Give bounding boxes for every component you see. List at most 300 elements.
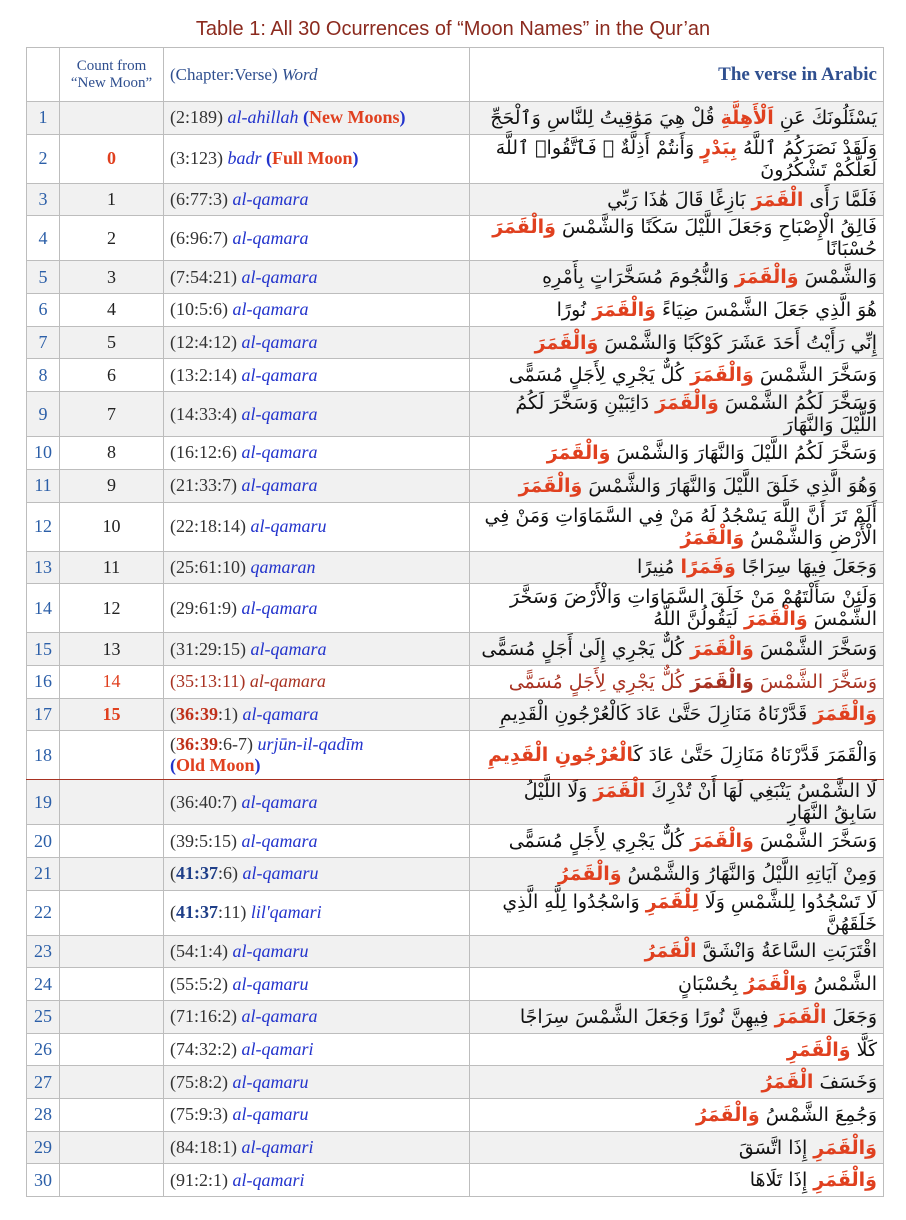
moon-word-highlight: وَقَمَرًا [680,556,736,579]
table-row [27,1001,884,1034]
verse-text: وَاسْجُدُوا لِلَّهِ الَّذِي خَلَقَهُنَّ [502,890,877,935]
verse-text: بَازِغًا قَالَ هَٰذَا رَبِّي [607,188,752,211]
moon-word-highlight: وَالْقَمَرِ [813,1136,877,1159]
table-row [27,183,884,216]
row-reference [164,731,470,780]
verse-text: وَسَخَّرَ لَكُمُ الشَّمْسَ [718,392,877,415]
row-count: 7 [60,392,164,437]
row-count: 12 [60,584,164,633]
row-count [60,1164,164,1197]
verse-text: دَائِبَيْنِ وَسَخَّرَ لَكُمُ اللَّيْلَ وَالنَّهَارَ [515,392,877,437]
verse-text: وَمِنْ آيَاتِهِ اللَّيْلُ وَالنَّهَارُ وَالشَّمْسُ [621,862,877,885]
header-number [27,48,60,102]
row-number: 30 [27,1164,60,1197]
row-reference [164,326,470,359]
ref-chapter-verse: (25:61:10) [170,556,246,577]
row-count: 8 [60,437,164,470]
arabic-verse [470,392,884,437]
row-count: 15 [60,698,164,731]
row-count: 4 [60,294,164,327]
row-number: 17 [27,698,60,731]
transliterated-word: al-qamaru [232,1071,309,1092]
row-number: 23 [27,935,60,968]
transliterated-word: al-qamaru [232,1104,309,1125]
moon-word-highlight: وَالْقَمَرَ [690,364,754,387]
transliterated-word: al-qamara [241,830,318,851]
arabic-verse [470,1066,884,1099]
moon-gloss: Full Moon [272,148,353,169]
row-count [60,825,164,858]
row-number: 3 [27,183,60,216]
verse-text: وَجَعَلَ [826,1005,877,1028]
row-number: 16 [27,665,60,698]
row-number: 6 [27,294,60,327]
moon-gloss: Old Moon [176,755,255,776]
table-row [27,502,884,551]
transliterated-word: al-qamari [232,1169,305,1190]
ref-open: ( [170,703,176,724]
moon-word-highlight: بِبَدْرٍ [700,136,737,159]
verse-text: حُسْبَانًا [825,238,877,261]
row-reference [164,261,470,294]
transliterated-word: al-qamara [242,703,319,724]
moon-word-highlight: اَلْأَهِلَّةِ [720,106,774,129]
row-number: 21 [27,857,60,890]
ref-chapter-verse: (54:1:4) [170,940,228,961]
row-reference [164,294,470,327]
transliterated-word: al-qamara [241,332,318,353]
verse-text: وَالنُّجُومَ مُسَخَّرَاتٍ بِأَمْرِهِ [542,266,735,289]
row-number: 19 [27,780,60,825]
moon-word-highlight: وَالْقَمَرُ [744,973,808,996]
ref-chapter-verse: (39:5:15) [170,830,237,851]
table-row [27,665,884,698]
moon-word-highlight: وَالْقَمَرَ [655,392,719,415]
arabic-verse [470,968,884,1001]
moon-word-highlight: وَالْقَمَرَ [813,703,877,726]
transliterated-word: al-ahillah [227,107,299,128]
row-count [60,968,164,1001]
row-count: 14 [60,665,164,698]
verse-text: قَدَّرْنَاهُ مَنَازِلَ حَتَّىٰ عَادَ كَالْعُرْجُونِ الْقَدِيمِ [499,703,814,726]
transliterated-word: al-qamaru [242,863,319,884]
moon-word-highlight: وَالْقَمَرُ [557,862,622,885]
arabic-verse [470,890,884,935]
verse-text: فَلَمَّا رَأَى [803,188,877,211]
header-count-line1: Count from [76,57,147,74]
moon-word-highlight: لِلْقَمَرِ [645,890,699,913]
moon-word-highlight: وَالْقَمَرُ [695,1103,760,1126]
table-row [27,437,884,470]
moon-word-highlight: وَالْقَمَرَ [744,608,808,631]
row-count: 6 [60,359,164,392]
header-ref-label: (Chapter:Verse) [170,64,278,84]
verse-text: كُلٌّ يَجْرِي إِلَىٰ أَجَلٍ مُسَمًّى [481,638,691,661]
verse-text: وَلَقَدْ نَصَرَكُمُ ٱللَّهُ [736,136,877,159]
ref-rest: :6) [218,863,238,884]
row-number: 13 [27,551,60,584]
ref-chapter-verse: (36:40:7) [170,791,237,812]
verse-text: كُلٌّ يَجْرِي لِأَجَلٍ مُسَمًّى [508,830,691,853]
arabic-verse [470,665,884,698]
row-count [60,1033,164,1066]
row-reference [164,551,470,584]
verse-text: لَا الشَّمْسُ يَنْبَغِي لَهَا أَنْ تُدْرِكَ [645,780,877,803]
moon-word-highlight: الْقَمَرُ [644,940,697,963]
row-reference [164,698,470,731]
row-reference [164,1131,470,1164]
row-reference [164,437,470,470]
header-word-label: Word [281,64,318,84]
ref-chapter-verse: (75:8:2) [170,1071,228,1092]
row-reference [164,392,470,437]
transliterated-word: urjūn-il-qadīm [257,734,364,755]
ref-chapter-verse: (10:5:6) [170,299,228,320]
table-row [27,584,884,633]
arabic-verse [470,935,884,968]
arabic-verse [470,469,884,502]
table-row [27,326,884,359]
table-row [27,261,884,294]
moon-word-highlight: وَالْقَمَرُ [680,526,745,549]
table-row [27,1131,884,1164]
verse-text: قُلْ هِيَ مَوَٰقِيتُ لِلنَّاسِ وَٱلْحَجِّ [490,106,721,129]
transliterated-word: al-qamari [241,1039,314,1060]
ref-chapter-verse: (91:2:1) [170,1169,228,1190]
table-row [27,294,884,327]
moon-word-highlight: وَالْقَمَرَ [690,670,754,693]
row-count [60,1066,164,1099]
arabic-verse [470,1099,884,1132]
row-count: 10 [60,502,164,551]
verse-text: وَلَا اللَّيْلُ سَابِقُ النَّهَارِ [523,780,877,825]
table-caption: Table 1: All 30 Ocurrences of “Moon Names” in the Qur’an [195,18,711,40]
transliterated-word: lil'qamari [250,902,322,923]
verse-text: لَا تَسْجُدُوا لِلشَّمْسِ وَلَا [698,890,877,913]
arabic-verse [470,1131,884,1164]
ref-chapter-verse: (7:54:21) [170,266,237,287]
row-number: 22 [27,890,60,935]
arabic-verse [470,183,884,216]
row-reference [164,857,470,890]
row-number: 12 [27,502,60,551]
transliterated-word: al-qamara [241,1006,318,1027]
verse-text: إِذَا تَلَاهَا [749,1169,814,1192]
transliterated-word: al-qamara [241,475,318,496]
row-reference [164,935,470,968]
row-number: 2 [27,134,60,183]
ref-chapter-verse: (16:12:6) [170,442,237,463]
ref-chapter-verse: (75:9:3) [170,1104,228,1125]
moon-word-highlight: الْقَمَرُ [761,1071,814,1094]
ref-chapter-verse: (3:123) [170,148,223,169]
ref-chapter-verse: (29:61:9) [170,597,237,618]
header-count [60,48,164,102]
ref-chapter-verse: (2:189) [170,107,223,128]
row-reference [164,102,470,135]
moon-word-highlight: وَالْقَمَرَ [592,298,656,321]
transliterated-word: al-qamaru [232,973,309,994]
verse-text: وَسَخَّرَ الشَّمْسَ [753,638,877,661]
gloss-close: ) [399,107,406,128]
row-count: 13 [60,633,164,666]
header-verse: The verse in Arabic [470,48,884,102]
ref-chapter-verse: (6:77:3) [170,189,228,210]
moon-gloss: New Moons [309,107,400,128]
moon-word-highlight: وَالْقَمَرَ [546,441,611,464]
verse-text: وَلَئِنْ سَأَلْتَهُمْ مَنْ خَلَقَ السَّمَاوَاتِ وَالْأَرْضَ وَسَخَّرَ الشَّمْسَ [510,586,877,631]
row-reference [164,825,470,858]
row-count [60,102,164,135]
verse-text: مُنِيرًا [637,556,681,579]
transliterated-word: al-qamara [241,403,318,424]
arabic-verse [470,437,884,470]
row-number: 20 [27,825,60,858]
header-reference [164,48,470,102]
row-reference [164,968,470,1001]
arabic-verse [470,825,884,858]
verse-text: وَخَسَفَ [813,1071,877,1094]
row-reference [164,780,470,825]
verse-text: هُوَ الَّذِي جَعَلَ الشَّمْسَ ضِيَاءً [655,298,877,321]
header-count-line2: “New Moon” [70,74,153,91]
transliterated-word: al-qamaru [232,940,309,961]
row-number: 5 [27,261,60,294]
table-row [27,857,884,890]
verse-text: إِذَا اتَّسَقَ [738,1136,814,1159]
moon-word-highlight: الْقَمَرَ [774,1005,827,1028]
moon-word-highlight: وَالْقَمَرَ [734,266,799,289]
transliterated-word: qamaran [250,556,316,577]
transliterated-word: al-qamara [241,442,318,463]
table-row [27,633,884,666]
table-row [27,1099,884,1132]
table-header-row [27,48,884,102]
verse-text: أَلَمْ تَرَ أَنَّ اللَّهَ يَسْجُدُ لَهُ مَنْ فِي السَّمَاوَاتِ وَمَنْ فِي الْأَرْضِ وَالشَّمْسُ [484,504,877,549]
moon-word-highlight: وَالْقَمَرِ [813,1169,877,1192]
arabic-verse [470,261,884,294]
row-number: 25 [27,1001,60,1034]
table-row [27,890,884,935]
row-number: 29 [27,1131,60,1164]
ref-chapter-verse: 36:39 [176,734,218,755]
ref-chapter-verse: (21:33:7) [170,475,237,496]
verse-text: الشَّمْسُ [807,973,877,996]
row-reference [164,216,470,261]
row-number: 8 [27,359,60,392]
transliterated-word: al-qamara [232,189,309,210]
verse-text: فَالِقُ الْإِصْبَاحِ وَجَعَلَ اللَّيْلَ سَكَنًا وَالشَّمْسَ [555,216,877,239]
row-count: 2 [60,216,164,261]
transliterated-word: al-qamara [250,638,327,659]
gloss-close: ) [352,148,359,169]
table-row [27,102,884,135]
transliterated-word: al-qamaru [250,516,327,536]
row-reference [164,1033,470,1066]
moon-word-highlight: وَالْقَمَرَ [690,638,754,661]
row-count: 0 [60,134,164,183]
table-row [27,469,884,502]
row-count: 9 [60,469,164,502]
ref-chapter-verse: (71:16:2) [170,1006,237,1027]
verse-text: اقْتَرَبَتِ السَّاعَةُ وَانْشَقَّ [696,940,877,963]
row-count: 1 [60,183,164,216]
ref-chapter-verse: 36:39 [176,703,218,724]
transliterated-word: al-qamara [232,227,309,248]
transliterated-word: al-qamara [241,266,318,287]
row-count: 11 [60,551,164,584]
verse-text: وَأَنتُمْ أَذِلَّةٌ ۖ فَٱتَّقُوا۟ ٱللَّهَ لَعَلَّكُمْ تَشْكُرُونَ [495,136,877,181]
moon-word-highlight: وَالْقَمَرِ [786,1038,851,1061]
transliterated-word: al-qamara [241,364,318,385]
row-reference [164,359,470,392]
row-number: 9 [27,392,60,437]
table-row [27,1033,884,1066]
moon-names-table [26,47,884,1197]
transliterated-word: al-qamara [241,597,318,618]
ref-chapter-verse: (35:13:11) [170,671,246,692]
table-row [27,698,884,731]
ref-open: ( [170,863,176,884]
arabic-verse [470,359,884,392]
arabic-verse [470,1001,884,1034]
row-reference [164,584,470,633]
row-number: 28 [27,1099,60,1132]
verse-text: نُورًا [556,298,593,321]
row-number: 7 [27,326,60,359]
gloss-open: ( [170,755,176,776]
moon-word-highlight: الْقَمَرَ [751,188,804,211]
row-number: 27 [27,1066,60,1099]
row-count [60,935,164,968]
transliterated-word: al-qamari [241,1137,314,1158]
arabic-verse [470,216,884,261]
arabic-verse [470,731,884,780]
table-row [27,1164,884,1197]
row-reference [164,502,470,551]
ref-chapter-verse: (13:2:14) [170,364,237,385]
verse-text: وَالْقَمَرَ قَدَّرْنَاهُ مَنَازِلَ حَتَّىٰ عَادَ كَ [633,744,877,767]
arabic-verse [470,584,884,633]
table-row [27,825,884,858]
verse-text: كُلٌّ يَجْرِي لِأَجَلٍ مُسَمًّى [508,670,691,693]
arabic-verse [470,294,884,327]
arabic-verse [470,502,884,551]
gloss-close: ) [254,755,261,776]
verse-text: فِيهِنَّ نُورًا وَجَعَلَ الشَّمْسَ سِرَاجًا [519,1005,775,1028]
row-count [60,731,164,780]
ref-chapter-verse: (31:29:15) [170,638,246,659]
verse-text: إِنِّي رَأَيْتُ أَحَدَ عَشَرَ كَوْكَبًا وَالشَّمْسَ [598,331,877,354]
table-row [27,935,884,968]
verse-text: وَهُوَ الَّذِي خَلَقَ اللَّيْلَ وَالنَّهَارَ وَالشَّمْسَ [582,474,877,497]
row-reference [164,1164,470,1197]
transliterated-word: al-qamara [241,791,318,812]
moon-word-highlight: وَالْقَمَرَ [492,216,556,239]
row-reference [164,1099,470,1132]
arabic-verse [470,1033,884,1066]
row-count: 3 [60,261,164,294]
verse-text: يَسْئَلُونَكَ عَنِ [773,106,877,129]
verse-text: وَسَخَّرَ الشَّمْسَ [753,830,877,853]
verse-text: كُلٌّ يَجْرِي لِأَجَلٍ مُسَمًّى [508,364,691,387]
transliterated-word: badr [227,148,262,169]
row-number: 11 [27,469,60,502]
row-reference [164,469,470,502]
verse-text: وَالشَّمْسَ [798,266,877,289]
ref-open: ( [170,902,176,923]
row-reference [164,1001,470,1034]
row-count [60,1001,164,1034]
arabic-verse [470,102,884,135]
row-reference [164,665,470,698]
row-number: 10 [27,437,60,470]
ref-open: ( [170,734,176,755]
verse-text: وَجَعَلَ فِيهَا سِرَاجًا [735,556,877,579]
ref-chapter-verse: (84:18:1) [170,1137,237,1158]
row-count [60,780,164,825]
ref-rest: :11) [218,902,247,923]
ref-chapter-verse: (55:5:2) [170,973,228,994]
arabic-verse [470,1164,884,1197]
ref-chapter-verse: (12:4:12) [170,332,237,353]
ref-chapter-verse: (74:32:2) [170,1039,237,1060]
moon-word-highlight: وَالْقَمَرَ [690,830,754,853]
row-number: 26 [27,1033,60,1066]
table-row [27,780,884,825]
arabic-verse [470,551,884,584]
row-count [60,1099,164,1132]
row-number: 18 [27,731,60,780]
verse-text: كَلَّا [850,1038,877,1061]
row-number: 24 [27,968,60,1001]
verse-text: وَسَخَّرَ الشَّمْسَ [753,364,877,387]
moon-word-highlight: الْعُرْجُونِ الْقَدِيمِ [487,744,634,767]
row-number: 1 [27,102,60,135]
ref-chapter-verse: 41:37 [176,902,218,923]
row-reference [164,1066,470,1099]
row-reference [164,890,470,935]
ref-chapter-verse: (6:96:7) [170,227,228,248]
ref-chapter-verse: (14:33:4) [170,403,237,424]
table-row [27,216,884,261]
row-reference [164,633,470,666]
arabic-verse [470,134,884,183]
row-count [60,890,164,935]
row-number: 14 [27,584,60,633]
arabic-verse [470,857,884,890]
row-count [60,857,164,890]
moon-word-highlight: وَالْقَمَرَ [518,474,583,497]
transliterated-word: al-qamara [232,299,309,320]
arabic-verse [470,698,884,731]
table-row [27,392,884,437]
arabic-verse [470,633,884,666]
gloss-open: ( [266,148,273,169]
verse-text: وَسَخَّرَ لَكُمُ اللَّيْلَ وَالنَّهَارَ وَالشَّمْسَ [610,441,877,464]
row-number: 15 [27,633,60,666]
ref-rest: :1) [218,703,238,724]
verse-text: بِحُسْبَانٍ [678,973,745,996]
table-row [27,1066,884,1099]
row-number: 4 [27,216,60,261]
row-reference [164,134,470,183]
row-count: 5 [60,326,164,359]
table-row [27,731,884,780]
gloss-open: ( [303,107,309,128]
table-row [27,134,884,183]
arabic-verse [470,780,884,825]
